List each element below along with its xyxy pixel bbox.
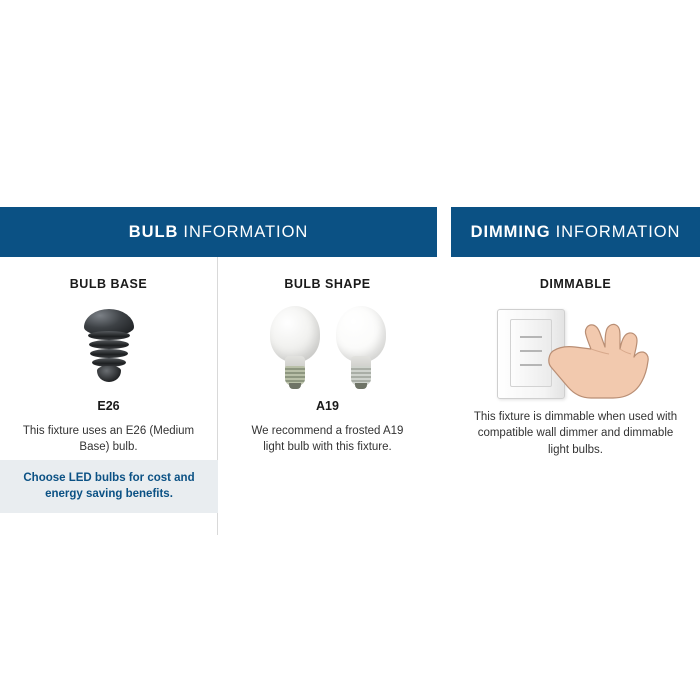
bulb-shape-label: A19 (316, 399, 339, 413)
panel-dimming-information (451, 207, 700, 535)
frosted-bulb-icon (266, 306, 324, 390)
dimmer-graphic (491, 307, 661, 399)
a19-bulbs-icon (218, 303, 437, 393)
panels-row (0, 207, 700, 535)
bulb-base-title: BULB BASE (69, 277, 148, 291)
column-dimmable (451, 257, 700, 535)
bulb-base-description: This fixture uses an E26 (Medium Base) bulb. (22, 425, 195, 454)
hand-pointing-icon (547, 311, 661, 399)
bulb-contact-tip (355, 383, 367, 389)
dimming-information-header-light: INFORMATION (555, 222, 681, 241)
e26-base-graphic (81, 309, 137, 387)
bulb-information-header (0, 207, 437, 257)
bulb-information-columns (0, 257, 437, 535)
dimmer-slot (520, 336, 542, 338)
dimmer-rocker (510, 319, 552, 387)
bulb-information-header-light: INFORMATION (183, 222, 309, 241)
bulb-base-label: E26 (97, 399, 120, 413)
bulb-shape-title: BULB SHAPE (284, 277, 371, 291)
dimmable-title: DIMMABLE (539, 277, 612, 291)
bulb-shape-description: We recommend a frosted A19 light bulb with this fixture. (251, 425, 404, 454)
led-tip-callout: Choose LED bulbs for cost and energy saving benefits. (0, 460, 218, 513)
column-bulb-base (0, 257, 218, 535)
dimmable-description: This fixture is dimmable when used with compatible wall dimmer and dimmable light bulbs. (473, 411, 678, 456)
e26-thread-ring (88, 331, 130, 340)
bulb-contact-tip (289, 383, 301, 389)
dimmer-slot (520, 350, 542, 352)
dimming-information-header (451, 207, 700, 257)
column-bulb-shape (218, 257, 437, 535)
panel-bulb-information (0, 207, 437, 535)
bulb-globe (270, 306, 320, 362)
dimming-information-header-bold: DIMMING (470, 222, 551, 241)
a19-bulbs-graphic (266, 306, 390, 390)
e26-thread-ring (90, 349, 128, 358)
wall-dimmer-switch-icon (451, 303, 700, 403)
e26-contact-tip (97, 366, 121, 382)
e26-thread-ring (89, 340, 129, 349)
bulb-information-header-bold: BULB (128, 222, 179, 241)
white-bulb-icon (332, 306, 390, 390)
bulb-globe (336, 306, 386, 362)
dimmer-slot (520, 364, 542, 366)
header-gap (437, 207, 451, 257)
e26-base-icon (0, 303, 217, 393)
